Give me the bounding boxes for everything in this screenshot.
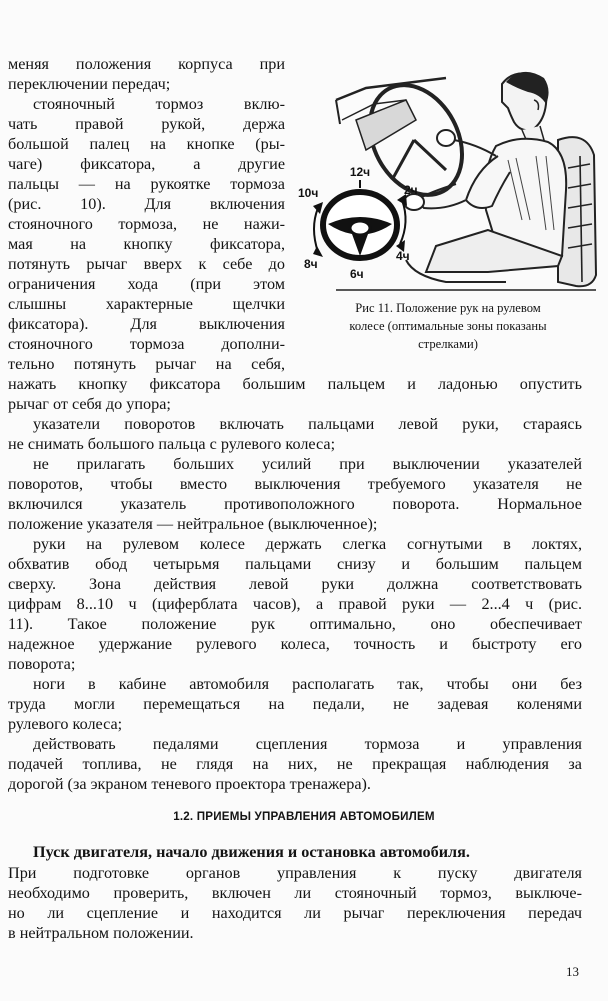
clock-label-4: 4ч <box>396 249 410 263</box>
text-line: поворотов, чтобы вместо выключения требуемого указателя не <box>8 475 582 493</box>
clock-label-6: 6ч <box>350 267 364 281</box>
clock-label-8: 8ч <box>304 257 318 271</box>
text-line: нажать кнопку фиксатора большим пальцем и ладонью опустить <box>8 375 582 393</box>
text-line: не снимать большого пальца с рулевого колеса; <box>8 435 336 453</box>
text-line: мая на кнопку фиксатора, <box>8 235 285 253</box>
text-line: указатели поворотов включать пальцами левой руки, стараясь <box>33 415 582 433</box>
text-line: ноги в кабине автомобиля располагать так, чтобы они без <box>33 675 582 693</box>
text-line: действовать педалями сцепления тормоза и управления <box>33 735 582 753</box>
caption-line: колесе (оптимальные зоны показаны <box>349 319 547 333</box>
text-line: При подготовке органов управления к пуску двигателя <box>8 864 582 882</box>
text-line: но ли сцепление и находится ли рычаг переключения передач <box>8 904 582 922</box>
text-line: фиксатора). Для выключения <box>8 315 285 333</box>
text-line: труда могли перемещаться на педали, не задевая коленями <box>8 695 582 713</box>
text-line: сверху. Зона действия левой руки должна соответствовать <box>8 575 582 593</box>
text-line: слышны характерные щелчки <box>8 295 285 313</box>
text-line: поворота; <box>8 655 76 673</box>
text-line: положение указателя — нейтральное (выключенное); <box>8 515 378 533</box>
text-line: не прилагать больших усилий при выключении указателей <box>33 455 582 473</box>
clock-label-12: 12ч <box>349 165 371 179</box>
text-line: ограничения хода (при этом <box>8 275 285 293</box>
steering-wheel-illustration <box>296 60 602 296</box>
text-line: большой палец на кнопке (ры- <box>8 135 285 153</box>
text-line: рулевого колеса; <box>8 715 123 733</box>
caption-line: стрелками) <box>418 337 478 351</box>
text-line: чать правой рукой, держа <box>8 115 285 133</box>
text-line: (рис. 10). Для включения <box>8 195 285 213</box>
section-heading: 1.2. ПРИЕМЫ УПРАВЛЕНИЯ АВТОМОБИЛЕМ <box>173 810 435 823</box>
text-line: переключении передач; <box>8 75 171 93</box>
text-line: необходимо проверить, включен ли стояночный тормоз, выключе- <box>8 884 582 902</box>
text-line: чаге) фиксатора, а другие <box>8 155 285 173</box>
figure-caption <box>306 299 590 353</box>
text-line: 11). Такое положение рук оптимально, оно обеспечивает <box>8 615 582 633</box>
text-line: цифрам 8...10 ч (циферблата часов), а правой руки — 2...4 ч (рис. <box>8 595 582 613</box>
text-line: руки на рулевом колесе держать слегка согнутыми в локтях, <box>33 535 582 553</box>
text-line: в нейтральном положении. <box>8 924 194 942</box>
text-line: включился указатель противоположного поворота. Нормальное <box>8 495 582 513</box>
text-line: пальцы — на рукоятке тормоза <box>8 175 285 193</box>
text-line: потянуть рычаг вверх к себе до <box>8 255 285 273</box>
text-line: стояночного тормоза дополни- <box>8 335 285 353</box>
text-line: меняя положения корпуса при <box>8 55 285 73</box>
clock-label-10: 10ч <box>298 186 319 200</box>
clock-label-2: 2ч <box>404 183 418 197</box>
text-line: стояночный тормоз вклю- <box>33 95 285 113</box>
text-line: подачей топлива, не глядя на них, не прекращая наблюдения за <box>8 755 582 773</box>
text-line: дорогой (за экраном теневого проектора тренажера). <box>8 775 371 793</box>
text-line: надежное удержание рулевого колеса, точность и быстроту его <box>8 635 582 653</box>
page-number: 13 <box>566 964 579 979</box>
text-line: тельно потянуть рычаг на себя, <box>8 355 285 373</box>
clock-diagram <box>313 180 407 258</box>
text-line: обхватив обод четырьмя пальцами снизу и большим пальцем <box>8 555 582 573</box>
subheading: Пуск двигателя, начало движения и остановка автомобиля. <box>33 843 470 861</box>
caption-line: Рис 11. Положение рук на рулевом <box>355 301 541 315</box>
text-line: стояночного тормоза, не нажи- <box>8 215 285 233</box>
text-line: рычаг от себя до упора; <box>8 395 171 413</box>
